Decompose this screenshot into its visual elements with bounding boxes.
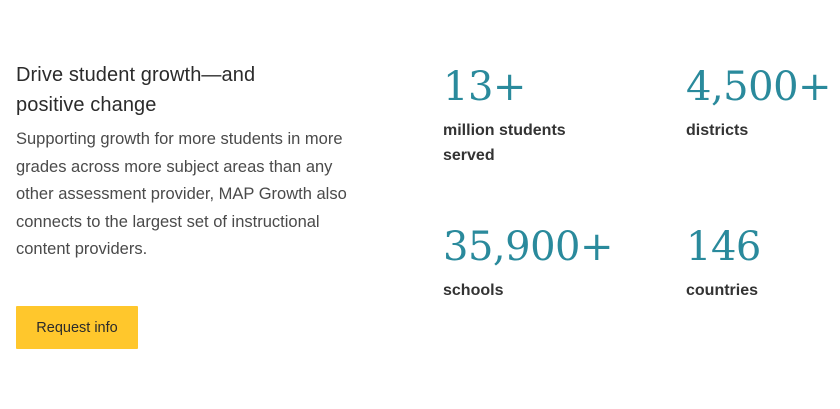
stat-students bbox=[443, 64, 623, 168]
stat-districts bbox=[686, 64, 840, 143]
heading-line-2: positive change bbox=[16, 94, 157, 116]
stat-label bbox=[443, 118, 623, 168]
heading-line-1: Drive student growth—and bbox=[16, 64, 256, 86]
section-heading bbox=[16, 60, 356, 120]
stat-label: districts bbox=[686, 122, 749, 139]
request-info-button[interactable]: Request info bbox=[16, 306, 138, 349]
stat-value: 4,500+ bbox=[686, 64, 832, 110]
stat-value: 35,900+ bbox=[443, 224, 613, 270]
stat-label: countries bbox=[686, 282, 759, 299]
stat-label-line-1: million students bbox=[443, 122, 566, 139]
stat-value: 146 bbox=[686, 224, 761, 270]
stat-value: 13+ bbox=[443, 64, 526, 110]
stat-label: schools bbox=[443, 282, 504, 299]
stat-countries bbox=[686, 224, 840, 303]
section-description: Supporting growth for more students in more grades across more subject areas than any other assessment provider, MAP Growth also connects to the largest set of instructional content providers. bbox=[16, 130, 347, 259]
intro-block bbox=[16, 60, 356, 264]
stat-schools bbox=[443, 224, 623, 303]
stat-label-line-2: served bbox=[443, 147, 495, 164]
